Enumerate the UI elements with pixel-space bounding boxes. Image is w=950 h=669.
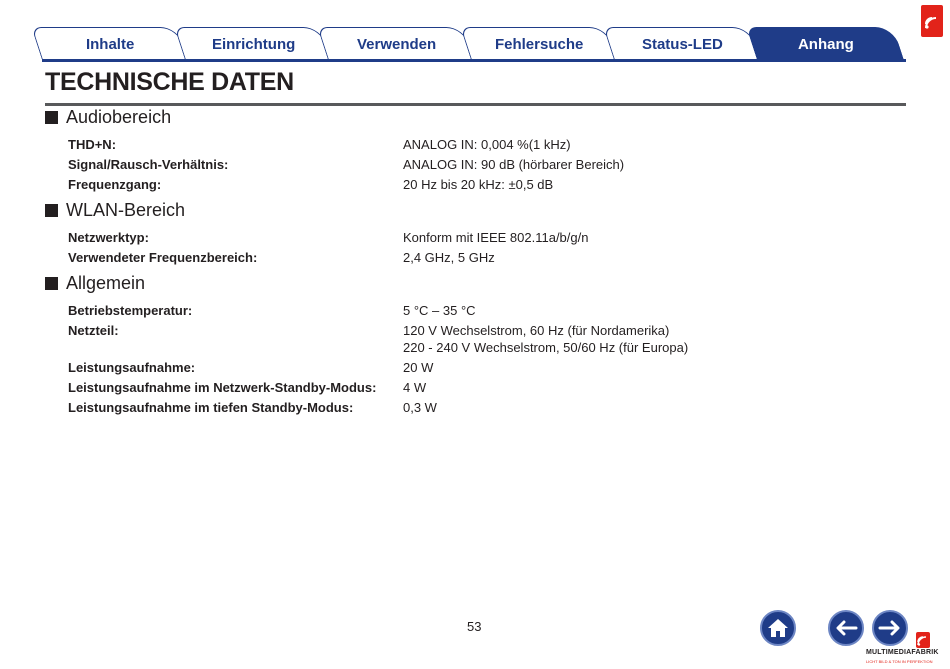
spec-value: Konform mit IEEE 802.11a/b/g/n bbox=[403, 230, 589, 245]
page-number: 53 bbox=[467, 619, 482, 634]
spec-label: Betriebstemperatur: bbox=[68, 303, 193, 318]
spec-label: Frequenzgang: bbox=[68, 177, 162, 192]
tab-label: Status-LED bbox=[641, 35, 723, 53]
section-header bbox=[45, 106, 915, 128]
spec-value-secondary: 220 - 240 V Wechselstrom, 50/60 Hz (für Europa) bbox=[403, 340, 689, 355]
spec-row bbox=[45, 154, 915, 174]
spec-value: 20 W bbox=[403, 360, 434, 375]
spec-value: ANALOG IN: 0,004 %(1 kHz) bbox=[403, 137, 571, 152]
section-title: WLAN-Bereich bbox=[66, 199, 186, 220]
spec-row bbox=[45, 397, 915, 417]
home-icon bbox=[766, 617, 790, 639]
spec-row bbox=[45, 377, 915, 397]
section-allgemein bbox=[45, 272, 915, 417]
spec-row bbox=[45, 227, 915, 247]
spec-label: Signal/Rausch-Verhältnis: bbox=[68, 157, 229, 172]
spec-value: 120 V Wechselstrom, 60 Hz (für Nordamerika) bbox=[403, 323, 670, 338]
spec-label: Verwendeter Frequenzbereich: bbox=[68, 250, 258, 265]
brand-tagline: LICHT BILD & TON IN PERFEKTION bbox=[866, 659, 933, 664]
spec-label: Leistungsaufnahme im Netzwerk-Standby-Modus: bbox=[68, 380, 377, 395]
spec-value: 5 °C – 35 °C bbox=[403, 303, 476, 318]
page-title: TECHNISCHE DATEN bbox=[45, 68, 294, 96]
spec-label: THD+N: bbox=[68, 137, 117, 152]
spec-label: Leistungsaufnahme: bbox=[68, 360, 196, 375]
spec-value: ANALOG IN: 90 dB (hörbarer Bereich) bbox=[403, 157, 625, 172]
home-button[interactable] bbox=[760, 610, 796, 646]
tab-label: Einrichtung bbox=[211, 35, 295, 53]
brand-name: MULTIMEDIAFABRIK bbox=[866, 649, 939, 656]
spec-row bbox=[45, 134, 915, 154]
back-button[interactable] bbox=[828, 610, 864, 646]
wifi-logo-icon bbox=[921, 5, 943, 37]
tab-underline bbox=[42, 59, 906, 62]
tab-anhang[interactable] bbox=[746, 27, 904, 60]
section-title: Allgemein bbox=[66, 272, 146, 293]
spec-row bbox=[45, 357, 915, 377]
tab-label: Verwenden bbox=[356, 35, 436, 53]
spec-label: Netzwerktyp: bbox=[68, 230, 149, 245]
arrow-left-icon bbox=[834, 619, 858, 637]
section-header bbox=[45, 272, 915, 294]
spec-row bbox=[45, 174, 915, 194]
tab-status-led[interactable] bbox=[603, 27, 761, 60]
spec-row bbox=[45, 247, 915, 267]
section-audiobereich bbox=[45, 106, 915, 194]
spec-value: 0,3 W bbox=[403, 400, 437, 415]
section-title: Audiobereich bbox=[66, 106, 172, 127]
spec-label: Netzteil: bbox=[68, 323, 119, 338]
spec-value: 2,4 GHz, 5 GHz bbox=[403, 250, 495, 265]
section-header bbox=[45, 199, 915, 221]
square-bullet-icon bbox=[45, 111, 58, 124]
spec-label: Leistungsaufnahme im tiefen Standby-Modus: bbox=[68, 400, 354, 415]
tab-verwenden[interactable] bbox=[317, 27, 475, 60]
section-wlan-bereich bbox=[45, 199, 915, 267]
square-bullet-icon bbox=[45, 277, 58, 290]
spec-value: 20 Hz bis 20 kHz: ±0,5 dB bbox=[403, 177, 554, 192]
tab-inhalte[interactable] bbox=[31, 27, 189, 60]
spec-row bbox=[45, 320, 915, 357]
square-bullet-icon bbox=[45, 204, 58, 217]
spec-value: 4 W bbox=[403, 380, 427, 395]
tab-label: Fehlersuche bbox=[495, 35, 584, 53]
spec-row bbox=[45, 300, 915, 320]
brand-logo bbox=[866, 632, 946, 668]
tab-label: Inhalte bbox=[86, 35, 135, 53]
wifi-logo-icon bbox=[916, 632, 930, 648]
tab-einrichtung[interactable] bbox=[174, 27, 332, 60]
tab-fehlersuche[interactable] bbox=[460, 27, 618, 60]
tab-label: Anhang bbox=[797, 35, 854, 53]
tab-bar bbox=[42, 27, 906, 61]
